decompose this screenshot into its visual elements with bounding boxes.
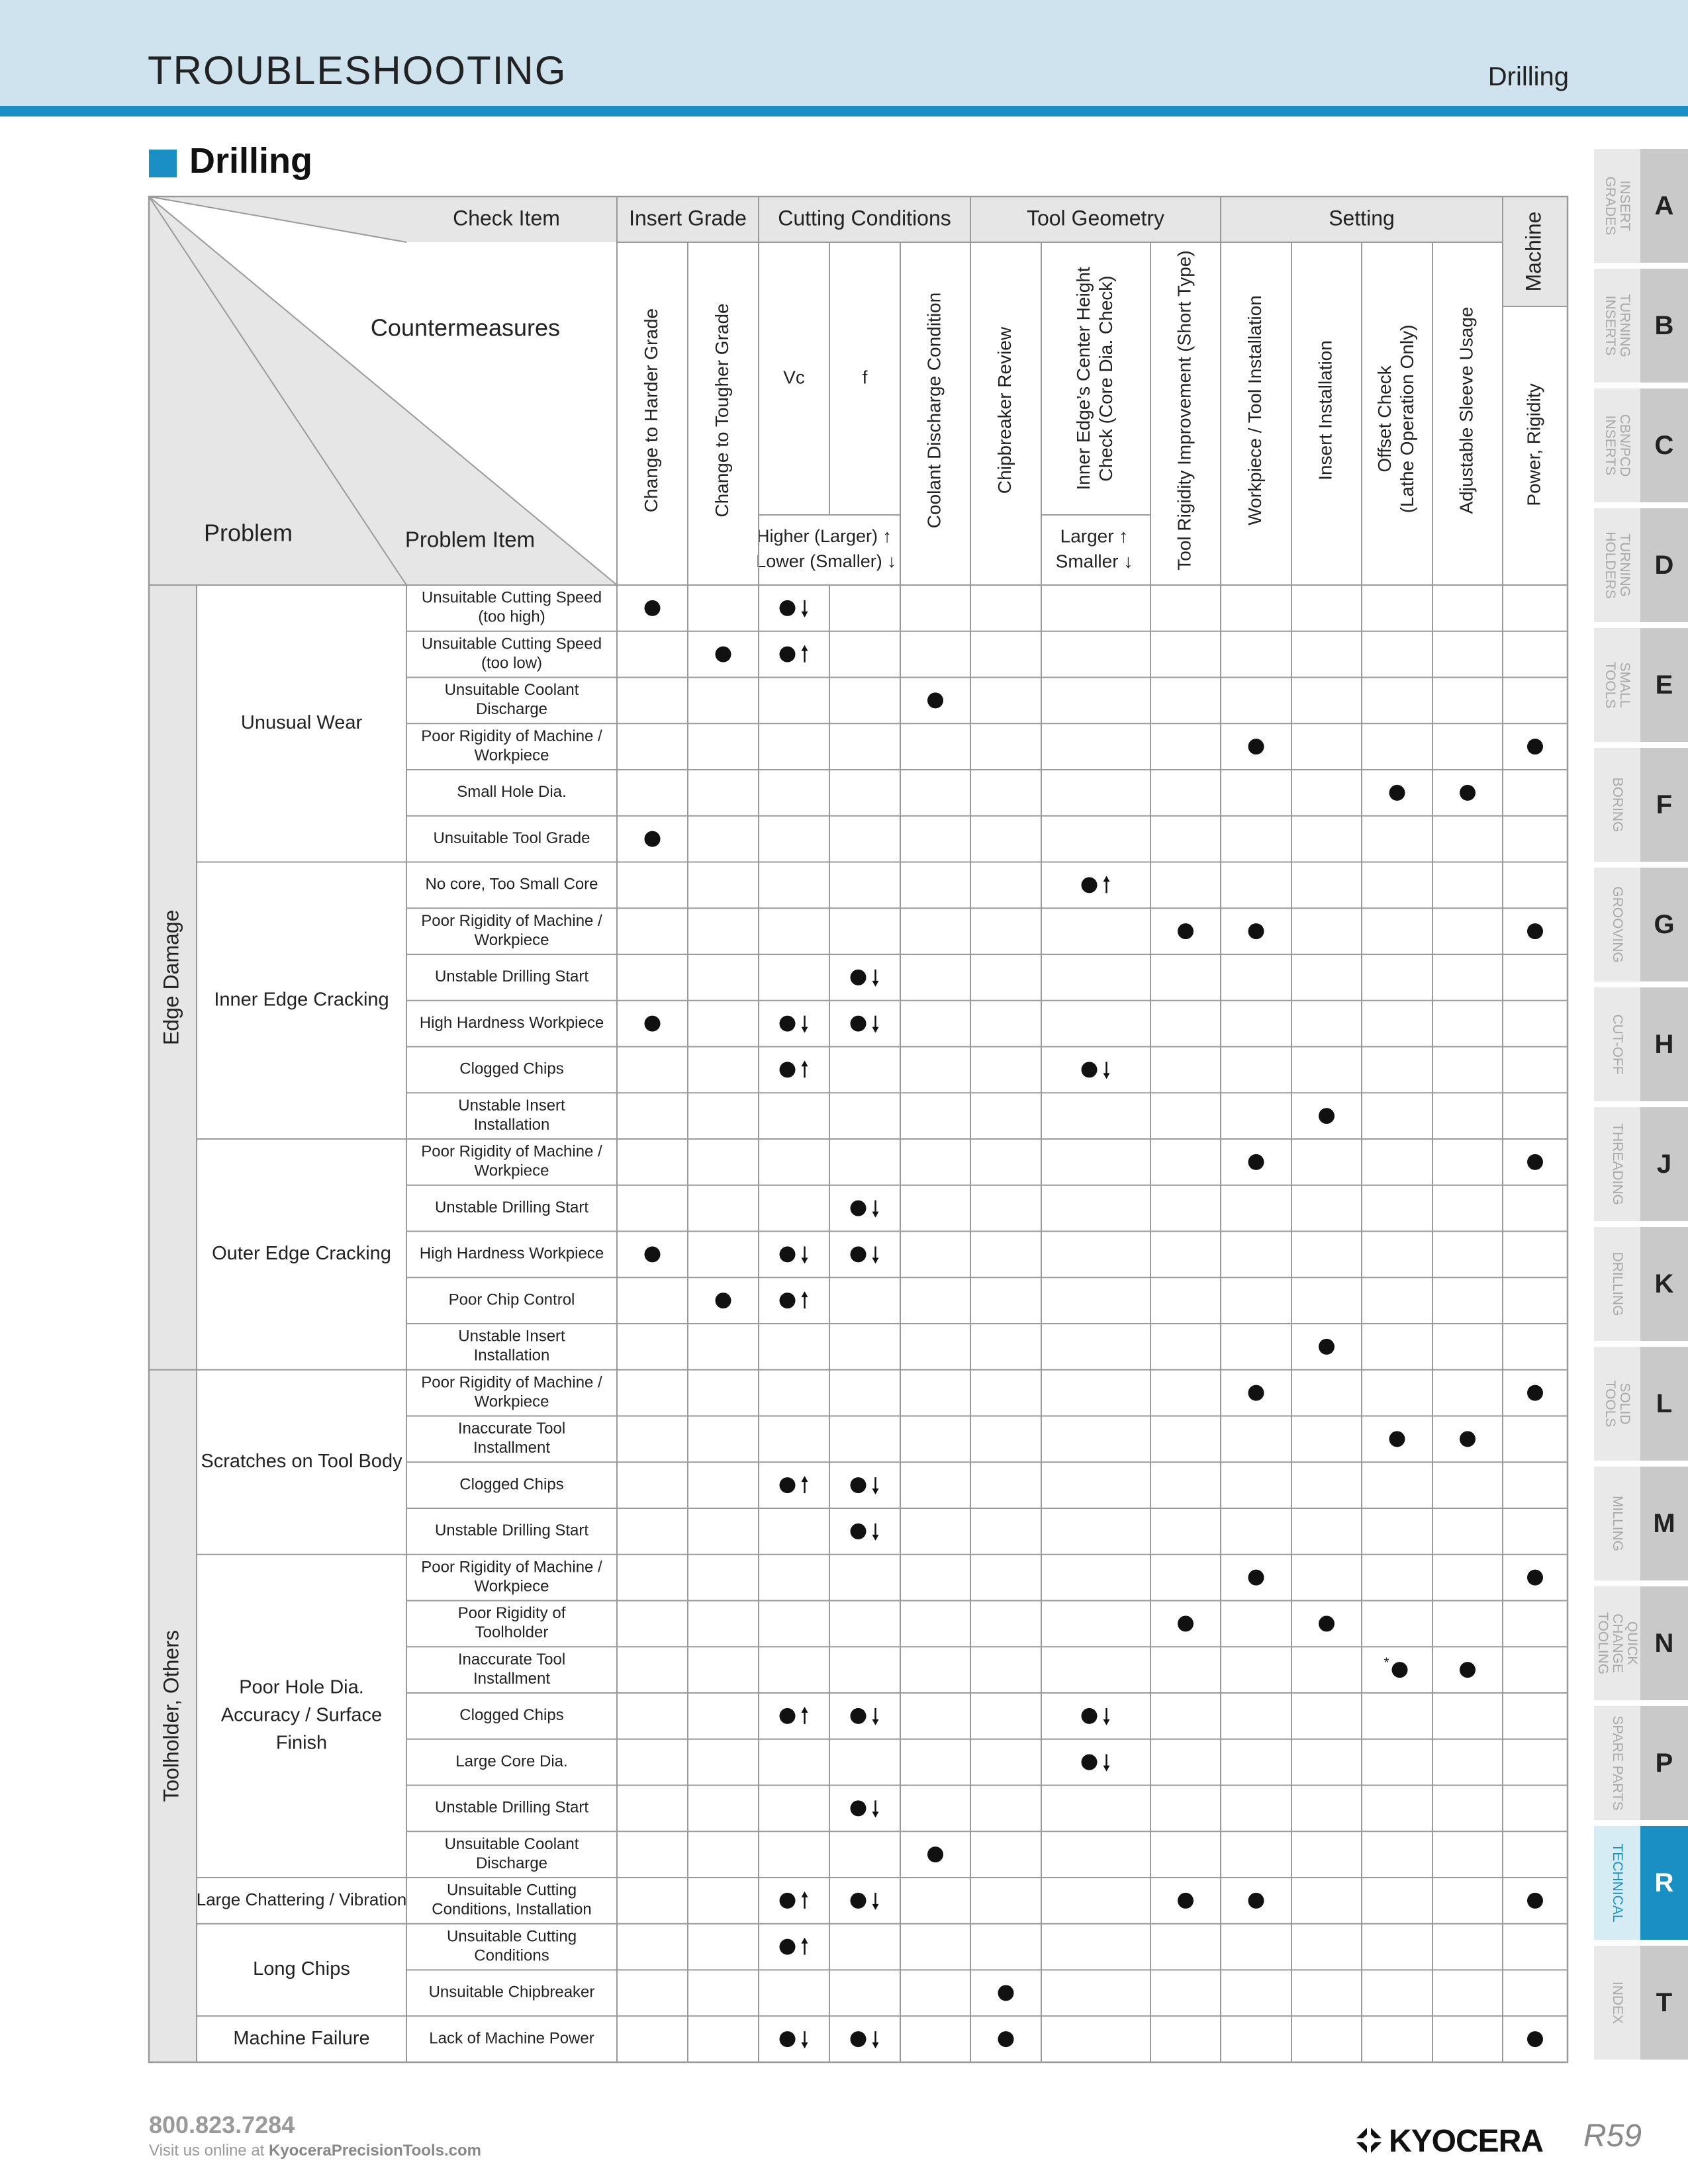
legend-smaller: Smaller ↓ bbox=[1055, 551, 1133, 572]
arrow-down-icon bbox=[872, 1246, 879, 1263]
column-header-line: Inner Edge’s Center Height bbox=[1072, 267, 1094, 490]
kyocera-logo-icon bbox=[1354, 2126, 1383, 2155]
tab-label: INSERT GRADES bbox=[1603, 176, 1632, 236]
tab-p[interactable] bbox=[1594, 1706, 1688, 1820]
problem-item-line: Workpiece bbox=[474, 1577, 549, 1596]
tab-label: BORING bbox=[1610, 777, 1625, 833]
tab-label: CUT-OFF bbox=[1610, 1014, 1625, 1075]
tab-letter: K bbox=[1640, 1227, 1688, 1341]
mark-dot bbox=[851, 1246, 867, 1262]
mark-dot bbox=[1527, 923, 1543, 939]
arrow-up-icon bbox=[802, 1291, 808, 1308]
tab-label-area bbox=[1594, 1227, 1640, 1341]
problem-name: Long Chips bbox=[253, 1958, 350, 1980]
problem-item-line: Workpiece bbox=[474, 1392, 549, 1411]
arrow-down-icon bbox=[872, 1201, 879, 1218]
arrow-up-icon bbox=[802, 1938, 808, 1955]
arrow-head bbox=[802, 1027, 808, 1033]
tab-letter: H bbox=[1640, 987, 1688, 1101]
problem-item-label: Problem Item bbox=[404, 527, 536, 552]
page-number: R59 bbox=[1583, 2118, 1642, 2154]
problem-item bbox=[422, 635, 602, 672]
mark-dot bbox=[780, 1246, 796, 1262]
mark-dot bbox=[851, 1201, 867, 1216]
mark-dot bbox=[851, 1708, 867, 1724]
mark-dot bbox=[780, 1016, 796, 1032]
problem-item-line: Unstable Insert bbox=[458, 1096, 565, 1115]
arrow-down-icon bbox=[802, 2031, 808, 2048]
column-header bbox=[1073, 267, 1116, 490]
problem-item-line: Poor Rigidity of Machine / bbox=[421, 911, 602, 930]
tab-label: TECHNICAL bbox=[1610, 1843, 1625, 1923]
tab-label: INDEX bbox=[1610, 1981, 1625, 2025]
problem-item bbox=[421, 1558, 602, 1595]
tab-b[interactable] bbox=[1594, 269, 1688, 383]
logo-text: KYOCERA bbox=[1389, 2124, 1544, 2159]
problem-item bbox=[458, 1651, 565, 1688]
tab-letter: T bbox=[1640, 1946, 1688, 2060]
arrow-head bbox=[872, 1811, 879, 1817]
tab-g[interactable] bbox=[1594, 868, 1688, 981]
tab-j[interactable] bbox=[1594, 1107, 1688, 1221]
tab-letter: D bbox=[1640, 508, 1688, 622]
arrow-down-icon bbox=[802, 1246, 808, 1263]
mark-dot bbox=[1319, 1108, 1335, 1124]
mark-dot bbox=[1248, 1154, 1264, 1170]
mark-dot bbox=[927, 1846, 943, 1862]
arrow-head bbox=[802, 1291, 808, 1297]
page-title: TROUBLESHOOTING bbox=[148, 48, 567, 93]
legend-larger: Larger ↑ bbox=[1060, 525, 1129, 547]
mark-dot bbox=[1392, 1662, 1408, 1678]
problem-item-line: Inaccurate Tool bbox=[457, 1650, 566, 1668]
arrow-head bbox=[802, 645, 808, 651]
mark-dot bbox=[1389, 1431, 1405, 1447]
problem-item bbox=[421, 1143, 602, 1180]
group-header-machine: Machine bbox=[1521, 211, 1546, 292]
arrow-down-icon bbox=[872, 1016, 879, 1033]
tab-letter: C bbox=[1640, 388, 1688, 502]
category-label: Edge Damage bbox=[159, 909, 183, 1046]
category-label: Toolholder, Others bbox=[159, 1630, 183, 1802]
problem-item: Small Hole Dia. bbox=[457, 783, 567, 801]
mark-dot bbox=[1248, 923, 1264, 939]
tab-label: DRILLING bbox=[1610, 1251, 1625, 1316]
mark-dot bbox=[927, 692, 943, 708]
arrow-head bbox=[872, 1719, 879, 1725]
problem-item bbox=[458, 1604, 566, 1641]
mark-dot bbox=[1319, 1339, 1335, 1355]
problem-item-line: Poor Rigidity of Machine / bbox=[421, 1558, 602, 1576]
tab-letter: E bbox=[1640, 628, 1688, 742]
problem-item bbox=[445, 681, 579, 718]
mark-dot bbox=[1178, 1615, 1194, 1631]
tab-label-area bbox=[1594, 1586, 1640, 1700]
arrow-head bbox=[1103, 1073, 1110, 1079]
problem-item-line: Toolholder bbox=[475, 1623, 549, 1642]
problem-item-line: Conditions, Installation bbox=[432, 1900, 592, 1919]
mark-dot bbox=[851, 1893, 867, 1909]
problem-name-line: Accuracy / Surface bbox=[220, 1704, 383, 1726]
tab-letter: F bbox=[1640, 748, 1688, 862]
tab-letter: P bbox=[1640, 1706, 1688, 1820]
tab-f[interactable] bbox=[1594, 748, 1688, 862]
problem-item-line: Workpiece bbox=[474, 1161, 549, 1180]
column-header: Workpiece / Tool Installation bbox=[1244, 295, 1265, 525]
mark-dot bbox=[1460, 1662, 1476, 1678]
footer-website-link[interactable]: KyoceraPrecisionTools.com bbox=[269, 2142, 481, 2160]
tab-label-area bbox=[1594, 1467, 1640, 1580]
mark-dot bbox=[1082, 1062, 1098, 1077]
problem-item-line: Workpiece bbox=[474, 931, 549, 949]
tab-label-area bbox=[1594, 149, 1640, 263]
mark-dot bbox=[1248, 1893, 1264, 1909]
problem-item-line: Inaccurate Tool bbox=[457, 1420, 566, 1438]
arrow-head bbox=[872, 1904, 879, 1910]
problem-name: Large Chattering / Vibration bbox=[196, 1889, 407, 1909]
mark-dot bbox=[1389, 785, 1405, 801]
problem-item bbox=[447, 1927, 577, 1964]
tab-label: THREADING bbox=[1610, 1123, 1625, 1205]
arrow-head bbox=[872, 981, 879, 987]
arrow-down-icon bbox=[802, 1016, 808, 1033]
arrow-down-icon bbox=[1103, 1708, 1110, 1725]
tab-letter: L bbox=[1640, 1347, 1688, 1461]
arrow-head bbox=[872, 1212, 879, 1218]
tab-label: SMALL TOOLS bbox=[1603, 661, 1632, 709]
tab-letter: B bbox=[1640, 269, 1688, 383]
mark-dot bbox=[1248, 1385, 1264, 1401]
group-header: Tool Geometry bbox=[1026, 206, 1165, 230]
problem-name: Scratches on Tool Body bbox=[201, 1450, 402, 1472]
mark-dot bbox=[1460, 785, 1476, 801]
mark-dot bbox=[716, 647, 731, 662]
arrow-down-icon bbox=[872, 1477, 879, 1494]
problem-item-line: Unstable Insert bbox=[458, 1327, 565, 1345]
problem-item: Poor Chip Control bbox=[448, 1291, 575, 1309]
problem-item-line: Installation bbox=[473, 1346, 550, 1365]
mark-dot bbox=[780, 1893, 796, 1909]
mark-dot bbox=[851, 1016, 867, 1032]
problem-name: Outer Edge Cracking bbox=[212, 1243, 391, 1265]
tab-label-area bbox=[1594, 1946, 1640, 2060]
column-header-line: (Lathe Operation Only) bbox=[1396, 324, 1417, 514]
problem-item-line: Poor Rigidity of Machine / bbox=[421, 727, 602, 745]
mark-dot bbox=[645, 1246, 661, 1262]
arrow-down-icon bbox=[872, 970, 879, 987]
arrow-head bbox=[872, 1488, 879, 1494]
tab-c[interactable] bbox=[1594, 388, 1688, 502]
header-section-label: Drilling bbox=[1487, 62, 1569, 91]
arrow-head bbox=[802, 1938, 808, 1944]
problem-item-line: Installment bbox=[473, 1439, 551, 1457]
problem-item bbox=[445, 1835, 579, 1872]
arrow-down-icon bbox=[1103, 1062, 1110, 1079]
tab-label-area bbox=[1594, 1706, 1640, 1820]
problem-item-line: Installation bbox=[473, 1115, 550, 1134]
problem-item-line: Unsuitable Cutting bbox=[446, 1881, 577, 1899]
tab-label-area bbox=[1594, 1347, 1640, 1461]
column-header-line: Check (Core Dia. Check) bbox=[1095, 275, 1116, 482]
mark-dot bbox=[1527, 1385, 1543, 1401]
tab-label: MILLING bbox=[1610, 1495, 1625, 1552]
arrow-down-icon bbox=[872, 2031, 879, 2048]
arrow-head bbox=[802, 612, 808, 617]
problem-item-line: Discharge bbox=[475, 700, 548, 719]
footer-phone: 800.823.7284 bbox=[149, 2111, 295, 2138]
mark-dot bbox=[851, 1800, 867, 1816]
mark-dot bbox=[1460, 1431, 1476, 1447]
mark-dot bbox=[780, 1062, 796, 1077]
tab-label-area bbox=[1594, 508, 1640, 622]
arrow-up-icon bbox=[802, 1707, 808, 1724]
tab-e[interactable] bbox=[1594, 628, 1688, 742]
arrow-head bbox=[1103, 1719, 1110, 1725]
mark-dot bbox=[1248, 1570, 1264, 1586]
category-column-bg bbox=[149, 585, 197, 2062]
tab-label: QUICK CHANGE TOOLING bbox=[1595, 1612, 1640, 1675]
problem-item-line: Installment bbox=[473, 1669, 551, 1688]
problem-item bbox=[458, 1097, 565, 1134]
tab-letter: G bbox=[1640, 868, 1688, 981]
problem-item: Large Core Dia. bbox=[455, 1752, 568, 1770]
tab-label: SOLID TOOLS bbox=[1603, 1380, 1632, 1428]
problem-item bbox=[421, 1373, 602, 1410]
problem-item bbox=[421, 912, 602, 949]
arrow-down-icon bbox=[872, 1524, 879, 1541]
group-header: Insert Grade bbox=[629, 206, 747, 230]
mark-dot bbox=[645, 600, 661, 616]
problem-item: Unstable Drilling Start bbox=[434, 1198, 589, 1216]
problem-item-line: Unsuitable Coolant bbox=[444, 681, 579, 700]
group-header: Setting bbox=[1329, 206, 1395, 230]
tab-letter: R bbox=[1640, 1826, 1688, 1940]
column-header: Change to Harder Grade bbox=[640, 308, 661, 513]
mark-dot bbox=[1178, 1893, 1194, 1909]
problem-name bbox=[221, 1677, 382, 1754]
tab-label: TURNING HOLDERS bbox=[1603, 531, 1632, 599]
column-header: Power, Rigidity bbox=[1523, 383, 1544, 506]
column-header: Vc bbox=[783, 367, 805, 388]
column-header: Chipbreaker Review bbox=[994, 326, 1015, 494]
problem-item-line: (too low) bbox=[481, 654, 543, 672]
tab-label: GROOVING bbox=[1610, 886, 1625, 963]
problem-item bbox=[458, 1420, 565, 1457]
arrow-up-icon bbox=[802, 1476, 808, 1493]
arrow-head bbox=[802, 1060, 808, 1066]
problem-item bbox=[421, 727, 602, 764]
arrow-head bbox=[802, 2042, 808, 2048]
mark-dot bbox=[716, 1293, 731, 1308]
arrow-up-icon bbox=[802, 1891, 808, 1909]
arrow-down-icon bbox=[872, 1708, 879, 1725]
arrow-head bbox=[872, 1535, 879, 1541]
problem-item: Unsuitable Tool Grade bbox=[433, 829, 590, 847]
problem-item-line: Unsuitable Coolant bbox=[444, 1835, 579, 1853]
problem-item-line: Poor Rigidity of Machine / bbox=[421, 1373, 602, 1392]
tab-k[interactable] bbox=[1594, 1227, 1688, 1341]
mark-dot bbox=[851, 2031, 867, 2047]
mark-dot bbox=[1082, 877, 1098, 893]
column-header: Insert Installation bbox=[1315, 340, 1336, 480]
mark-dot bbox=[645, 1016, 661, 1032]
column-header: Change to Tougher Grade bbox=[711, 303, 732, 518]
tab-l[interactable] bbox=[1594, 1347, 1688, 1461]
problem-item-line: Poor Rigidity of bbox=[457, 1604, 566, 1623]
arrow-head bbox=[1103, 876, 1110, 882]
check-item-label: Check Item bbox=[453, 206, 560, 230]
problem-item: High Hardness Workpiece bbox=[419, 1013, 604, 1032]
column-header-line: Offset Check bbox=[1374, 365, 1395, 473]
mark-dot bbox=[780, 1939, 796, 1955]
column-header: Tool Rigidity Improvement (Short Type) bbox=[1174, 250, 1195, 570]
mark-dot bbox=[780, 2031, 796, 2047]
tab-letter: A bbox=[1640, 149, 1688, 263]
mark-dot bbox=[780, 1708, 796, 1724]
mark-dot bbox=[851, 1477, 867, 1493]
mark-footnote-star: * bbox=[1383, 1655, 1389, 1670]
column-header: Adjustable Sleeve Usage bbox=[1456, 306, 1477, 514]
arrow-head bbox=[872, 1257, 879, 1263]
problem-item: Unstable Drilling Start bbox=[434, 1798, 589, 1817]
mark-dot bbox=[780, 647, 796, 662]
problem-item bbox=[432, 1882, 591, 1919]
problem-item-line: Unsuitable Cutting Speed bbox=[421, 635, 602, 653]
tab-label-area bbox=[1594, 269, 1640, 383]
tab-letter: N bbox=[1640, 1586, 1688, 1700]
tab-d[interactable] bbox=[1594, 508, 1688, 622]
tab-label-area bbox=[1594, 1826, 1640, 1940]
tab-letter: J bbox=[1640, 1107, 1688, 1221]
mark-dot bbox=[851, 1524, 867, 1539]
mark-dot bbox=[1319, 1615, 1335, 1631]
legend-lower: Lower (Smaller) ↓ bbox=[756, 551, 896, 572]
tab-letter: M bbox=[1640, 1467, 1688, 1580]
arrow-head bbox=[802, 1707, 808, 1713]
tab-label: SPARE PARTS bbox=[1610, 1715, 1625, 1811]
problem-item-line: Unsuitable Cutting bbox=[446, 1927, 577, 1946]
problem-name: Machine Failure bbox=[233, 2027, 370, 2049]
problem-item: High Hardness Workpiece bbox=[419, 1244, 604, 1263]
problem-item bbox=[422, 589, 602, 626]
tab-h[interactable] bbox=[1594, 987, 1688, 1101]
tab-label-area bbox=[1594, 868, 1640, 981]
tab-m[interactable] bbox=[1594, 1467, 1688, 1580]
group-header: Cutting Conditions bbox=[778, 206, 951, 230]
arrow-up-icon bbox=[802, 645, 808, 662]
tab-n[interactable] bbox=[1594, 1586, 1688, 1700]
mark-dot bbox=[645, 831, 661, 847]
mark-dot bbox=[1527, 1893, 1543, 1909]
mark-dot bbox=[780, 1293, 796, 1308]
mark-dot bbox=[1527, 2031, 1543, 2047]
problem-item: Unsuitable Chipbreaker bbox=[428, 1983, 595, 2001]
kyocera-logo bbox=[1354, 2123, 1544, 2159]
problem-item: Lack of Machine Power bbox=[429, 2029, 594, 2048]
mark-dot bbox=[851, 970, 867, 985]
mark-dot bbox=[1178, 923, 1194, 939]
tab-r[interactable] bbox=[1594, 1826, 1688, 1940]
arrow-head bbox=[1103, 1766, 1110, 1772]
column-header: Coolant Discharge Condition bbox=[923, 292, 945, 529]
arrow-up-icon bbox=[1103, 876, 1110, 893]
mark-dot bbox=[1527, 1570, 1543, 1586]
arrow-head bbox=[872, 2042, 879, 2048]
column-header bbox=[1374, 325, 1417, 514]
arrow-up-icon bbox=[802, 1060, 808, 1077]
footer-visit bbox=[149, 2142, 481, 2160]
arrow-head bbox=[802, 1257, 808, 1263]
problem-item-line: (too high) bbox=[478, 608, 545, 626]
mark-dot bbox=[1527, 739, 1543, 754]
arrow-down-icon bbox=[1103, 1754, 1110, 1772]
mark-dot bbox=[780, 1477, 796, 1493]
tab-label-area bbox=[1594, 987, 1640, 1101]
tab-label-area bbox=[1594, 1107, 1640, 1221]
problem-name-line: Finish bbox=[275, 1732, 328, 1754]
mark-dot bbox=[998, 2031, 1014, 2047]
arrow-head bbox=[872, 1027, 879, 1033]
legend-higher: Higher (Larger) ↑ bbox=[756, 526, 892, 547]
problem-item: Unstable Drilling Start bbox=[434, 968, 589, 986]
problem-item bbox=[458, 1328, 565, 1365]
problem-label: Problem bbox=[203, 519, 293, 547]
tab-label-area bbox=[1594, 628, 1640, 742]
problem-item-line: Discharge bbox=[475, 1854, 548, 1872]
mark-dot bbox=[998, 1985, 1014, 2001]
problem-item: Clogged Chips bbox=[459, 1706, 564, 1725]
tab-label-area bbox=[1594, 748, 1640, 862]
mark-dot bbox=[780, 600, 796, 616]
arrow-down-icon bbox=[872, 1893, 879, 1910]
arrow-head bbox=[802, 1476, 808, 1482]
problem-name: Inner Edge Cracking bbox=[214, 989, 389, 1011]
tab-label-area bbox=[1594, 388, 1640, 502]
tab-label: CBN/PCD INSERTS bbox=[1603, 414, 1632, 477]
mark-dot bbox=[1527, 1154, 1543, 1170]
problem-item-line: Workpiece bbox=[474, 746, 549, 764]
problem-item: Clogged Chips bbox=[459, 1060, 564, 1078]
problem-item-line: Poor Rigidity of Machine / bbox=[421, 1142, 602, 1161]
column-header: f bbox=[862, 367, 868, 388]
tab-label: TURNING INSERTS bbox=[1603, 294, 1632, 357]
problem-item: Clogged Chips bbox=[459, 1475, 564, 1494]
arrow-down-icon bbox=[802, 600, 808, 617]
problem-name: Unusual Wear bbox=[240, 711, 363, 733]
problem-item-line: Unsuitable Cutting Speed bbox=[421, 588, 602, 607]
arrow-head bbox=[802, 1891, 808, 1897]
tab-a[interactable] bbox=[1594, 149, 1688, 263]
problem-item-line: Conditions bbox=[474, 1946, 549, 1965]
countermeasures-label: Countermeasures bbox=[370, 314, 561, 341]
mark-dot bbox=[1248, 739, 1264, 754]
footer-visit-prefix: Visit us online at bbox=[149, 2142, 269, 2160]
problem-name-line: Poor Hole Dia. bbox=[239, 1676, 364, 1698]
mark-dot bbox=[1082, 1708, 1098, 1724]
problem-item: Unstable Drilling Start bbox=[434, 1522, 589, 1540]
tab-t[interactable] bbox=[1594, 1946, 1688, 2060]
section-title: Drilling bbox=[189, 141, 312, 181]
arrow-down-icon bbox=[872, 1800, 879, 1817]
problem-item: No core, Too Small Core bbox=[425, 875, 598, 893]
mark-dot bbox=[1082, 1754, 1098, 1770]
